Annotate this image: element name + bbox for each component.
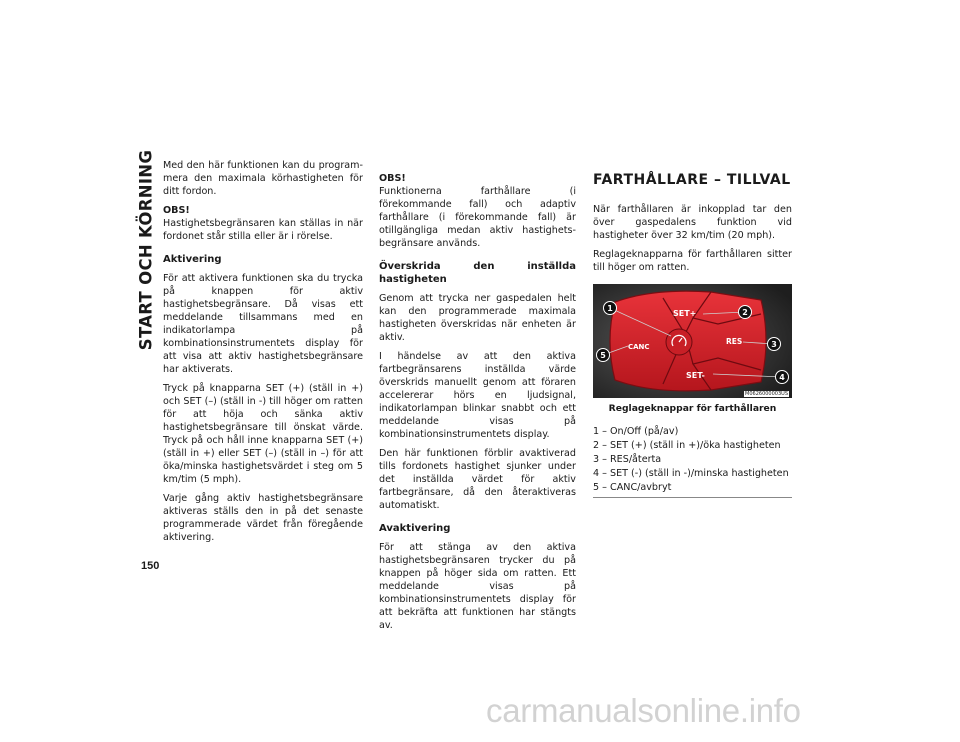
note-label: OBS!: [379, 173, 406, 184]
note-text: Funktionerna farthållare (i förekommande fall) och adaptiv farthållare (i förekommande fall) är otillgängliga medan aktiv hastighetsbegränsare används.: [379, 186, 576, 249]
override-paragraph-3: Den här funktionen förblir avaktiverad tills fordonets hastighet sjunker under det inställda värdet för aktiv fartbegränsare, då den återaktiveras automatiskt.: [379, 448, 576, 511]
column-3: [593, 174, 792, 498]
legend-item: 5 – CANC/avbryt: [593, 482, 672, 493]
figure-legend: [593, 425, 792, 498]
svg-text:1: 1: [607, 304, 613, 313]
override-heading: Överskrida den inställda hastigheten: [379, 261, 576, 285]
section-title: FARTHÅLLARE – TILLVAL: [593, 172, 791, 188]
canc-label: CANC: [628, 343, 650, 351]
column-1: [163, 159, 363, 550]
note-block: [379, 172, 576, 250]
cruise-paragraph-1: När farthållaren är inkopplad tar den över gaspedalens funktion vid hastigheter över 32 km/tim (20 mph).: [593, 204, 792, 241]
svg-text:2: 2: [742, 308, 748, 317]
watermark: carmanualsonline.info: [486, 692, 801, 729]
column-2: [379, 172, 576, 638]
figure-code: M0626000003US: [745, 391, 788, 397]
deactivation-heading: Avaktivering: [379, 523, 451, 534]
note-label: OBS!: [163, 205, 190, 216]
note-block: [163, 204, 363, 243]
set-plus-label: SET+: [673, 309, 697, 318]
legend-item: 4 – SET (-) (ställ in -)/minska hastigheten: [593, 468, 789, 479]
section-side-tab-label: START OCH KÖRNING: [136, 149, 156, 351]
callout-3: [768, 338, 781, 351]
page-number: 150: [141, 560, 160, 572]
activation-heading: Aktivering: [163, 254, 222, 265]
activation-paragraph-3: Varje gång aktiv hastighetsbegränsare aktiveras ställs den in på det senaste programmerade värdet från föregående aktivering.: [163, 493, 363, 543]
svg-text:5: 5: [600, 351, 606, 360]
legend-item: 2 – SET (+) (ställ in +)/öka hastigheten: [593, 440, 781, 451]
callout-1: [604, 302, 617, 315]
steering-wheel-buttons-illustration: [593, 284, 792, 398]
callout-4: [776, 371, 789, 384]
override-paragraph-2: I händelse av att den aktiva fartbegränsarens inställda värde överskrids manuellt genom att föraren accelererar hörs en ljudsignal, indikatorlampan blinkar snabbt och ett meddelande visas på kombinationsinstrumentets display.: [379, 351, 576, 440]
section-side-tab: [134, 149, 158, 351]
svg-text:3: 3: [771, 340, 777, 349]
note-text: Hastighetsbegränsaren kan ställas in när fordonet står stilla eller är i rörelse.: [163, 218, 363, 242]
figure-caption: Reglageknappar för farthållaren: [608, 403, 777, 414]
legend-item: 1 – On/Off (på/av): [593, 426, 679, 437]
svg-text:4: 4: [779, 373, 785, 382]
set-minus-label: SET-: [686, 371, 705, 380]
legend-item: 3 – RES/återta: [593, 454, 662, 465]
activation-paragraph-1: För att aktivera funktionen ska du trycka på knappen för aktiv hastighetsbegränsare. Då visas ett meddelande tillsammans med en indikatorlampa på kombinationsinstrumentets display för att visa att aktiv hastighetsbegränsare har aktiverats.: [163, 273, 363, 375]
intro-paragraph: Med den här funktionen kan du programmera den maximala körhastigheten för ditt fordon.: [163, 160, 363, 197]
activation-paragraph-2: Tryck på knapparna SET (+) (ställ in +) och SET (–) (ställ in -) till höger om ratten för att höja och sänka aktiv hastighetsbegränsare till önskat värde. Tryck på och håll inne knapparna SET (+) (ställ in +) eller SET (–) (ställ in –) för att öka/minska hastighetsvärdet i steg om 5 km/tim (5 mph).: [163, 383, 363, 485]
override-paragraph-1: Genom att trycka ner gaspedalen helt kan den programmerade maximala hastigheten överskridas när enheten är aktiv.: [379, 293, 576, 343]
callout-2: [739, 306, 752, 319]
deactivation-paragraph: För att stänga av den aktiva hastighetsbegränsaren trycker du på knappen på höger sida om ratten. Ett meddelande visas på kombinationsinstrumentets display för att bekräfta att funktionen har stängts av.: [379, 542, 576, 631]
cruise-paragraph-2: Reglageknapparna för farthållaren sitter till höger om ratten.: [593, 249, 792, 273]
res-label: RES: [726, 337, 743, 346]
callout-5: [597, 349, 610, 362]
cruise-control-buttons-figure: [593, 284, 792, 398]
